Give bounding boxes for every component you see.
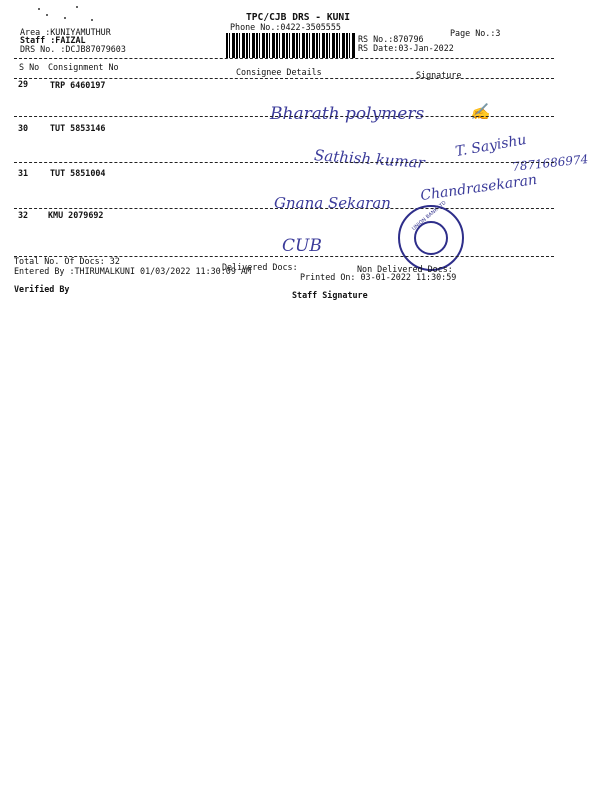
rs-date: RS Date:03-Jan-2022 [358, 43, 454, 53]
handwritten-consignee: Sathish kumar [313, 146, 426, 172]
header-divider [14, 58, 554, 59]
row-sno: 31 [18, 168, 29, 178]
row-divider [14, 162, 554, 163]
entered-by: Entered By :THIRUMALKUNI 01/03/2022 11:30:09 AM [14, 266, 251, 276]
column-divider [14, 78, 554, 79]
drs-number: DRS No. :DCJB87079603 [20, 44, 126, 54]
handwritten-signer: T. Sayishu [454, 131, 528, 161]
page-number: Page No.:3 [450, 28, 501, 38]
non-delivered-docs: Non Delivered Docs: [357, 264, 453, 274]
verified-by: Verified By [14, 284, 70, 294]
scan-speck [46, 14, 48, 16]
row-consignment-no: KMU 2079692 [48, 210, 104, 220]
bank-stamp [398, 200, 464, 271]
phone-number: Phone No.:0422-3505555 [230, 22, 341, 32]
scan-speck [64, 17, 66, 19]
staff-signature: Staff Signature [292, 290, 368, 300]
area-label: Area :KUNIYAMUTHUR [20, 27, 111, 37]
handwritten-phone: 7871686974 [511, 152, 589, 174]
scan-speck [38, 8, 40, 10]
barcode [226, 33, 356, 58]
signature-scribble: ✍ [470, 102, 490, 121]
scan-speck [76, 6, 78, 8]
delivered-docs: Delivered Docs: [222, 262, 298, 272]
row-divider [14, 116, 554, 117]
column-signature: Signature [416, 70, 462, 80]
row-sno: 32 [18, 210, 29, 220]
staff-label: Staff :FAIZAL [20, 35, 86, 45]
rs-number: RS No.:870796 [358, 34, 424, 44]
printed-on: Printed On: 03-01-2022 11:30:59 [300, 272, 457, 282]
row-sno: 29 [18, 79, 29, 89]
stamp-text: UNION BANK LTD [411, 200, 448, 232]
total-docs: Total No. Of Docs: 32 [14, 256, 120, 266]
column-consignee: Consignee Details [236, 67, 322, 77]
row-divider [14, 208, 554, 209]
row-consignment-no: TUT 5851004 [50, 168, 106, 178]
handwritten-consignee: CUB [282, 236, 322, 256]
row-sno: 30 [18, 123, 29, 133]
column-sno: S No [19, 62, 40, 72]
handwritten-consignee: Bharath polymers [270, 104, 425, 124]
handwritten-signature: Chandrasekaran [419, 171, 538, 205]
handwritten-consignee: Gnana Sekaran [274, 194, 391, 212]
document-title: TPC/CJB DRS - KUNI [246, 12, 350, 23]
row-consignment-no: TRP 6460197 [50, 80, 106, 90]
scan-speck [91, 19, 93, 21]
column-consignment: Consignment No [48, 62, 119, 72]
row-consignment-no: TUT 5853146 [50, 123, 106, 133]
